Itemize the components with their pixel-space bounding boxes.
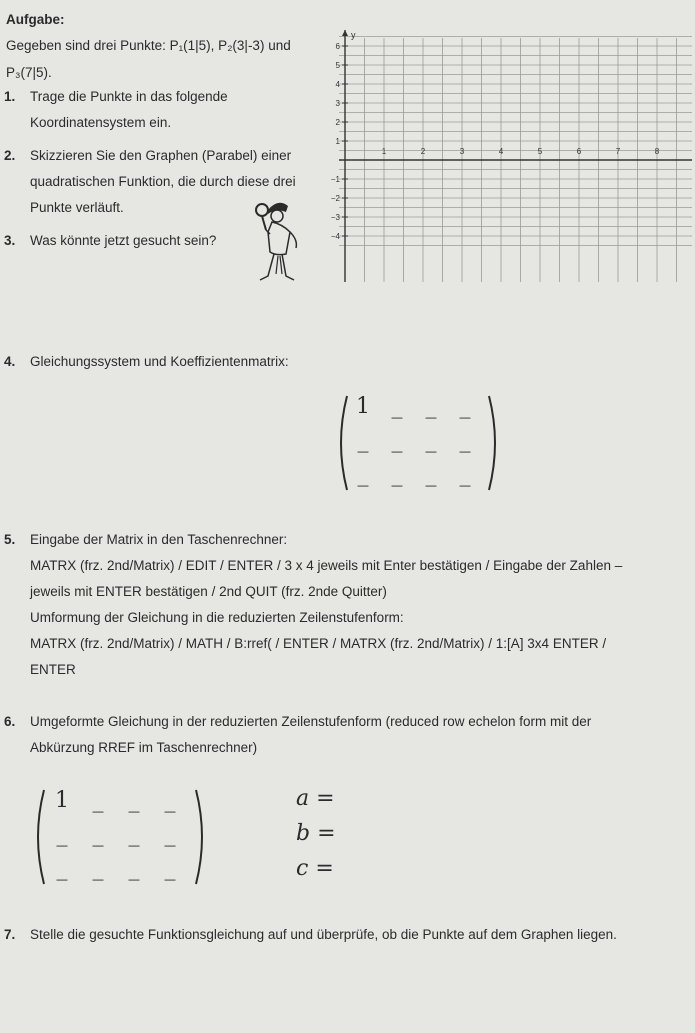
x-tick-label: 7 bbox=[615, 147, 621, 156]
y-axis-arrow bbox=[342, 30, 348, 36]
y-tick-label: 2 bbox=[335, 118, 340, 127]
x-tick-label: 8 bbox=[654, 147, 660, 156]
task-5-text-3: jeweils mit ENTER bestätigen / 2nd QUIT (frz. 2nde Quitter) bbox=[30, 584, 387, 599]
matrix2-cell: _ bbox=[92, 788, 104, 813]
y-tick-label: −1 bbox=[330, 175, 340, 184]
coefficient-matrix bbox=[333, 392, 503, 494]
task-7-text: Stelle die gesuchte Funktionsgleichung auf und überprüfe, ob die Punkte auf dem Graphen liegen. bbox=[30, 927, 617, 942]
matrix2-cell: _ bbox=[164, 788, 176, 813]
intro-line-1: Gegeben sind drei Punkte: P₁(1|5), P₂(3|-3) und bbox=[6, 38, 291, 53]
task-5-text: Eingabe der Matrix in den Taschenrechner: bbox=[30, 532, 288, 547]
matrix2-cell: _ bbox=[128, 822, 140, 847]
variable-a: a = bbox=[296, 786, 335, 811]
matrix1-cell: _ bbox=[459, 462, 471, 487]
matrix1-cell: _ bbox=[357, 428, 369, 453]
task-5-text-2: MATRX (frz. 2nd/Matrix) / EDIT / ENTER / 3 x 4 jeweils mit Enter bestätigen / Eingabe der Zahlen – bbox=[30, 558, 623, 573]
page-title: Aufgabe: bbox=[6, 12, 65, 27]
x-tick-label: 6 bbox=[576, 147, 582, 156]
task-5-text-5: MATRX (frz. 2nd/Matrix) / MATH / B:rref( / ENTER / MATRX (frz. 2nd/Matrix) / 1:[A] 3x4 ENTER / bbox=[30, 636, 607, 651]
matrix1-cell: _ bbox=[357, 462, 369, 487]
y-axis-label: y bbox=[351, 30, 356, 40]
y-tick-label: −4 bbox=[330, 232, 340, 241]
matrix1-cell: _ bbox=[459, 394, 471, 419]
task-5-text-6: ENTER bbox=[30, 662, 76, 677]
axes bbox=[339, 30, 692, 282]
task-1 bbox=[4, 89, 228, 104]
task-4-text: Gleichungssystem und Koeffizientenmatrix: bbox=[30, 354, 289, 369]
task-6-text-2: Abkürzung RREF im Taschenrechner) bbox=[30, 740, 258, 755]
task-6-text: Umgeformte Gleichung in der reduzierten Zeilenstufenform (reduced row echelon form mit der bbox=[30, 714, 592, 729]
matrix1-cell: _ bbox=[391, 462, 403, 487]
task-4 bbox=[4, 354, 289, 369]
task-2-text-3: Punkte verläuft. bbox=[30, 200, 124, 215]
y-tick-label: −2 bbox=[330, 194, 340, 203]
matrix2-cell: 1 bbox=[55, 788, 69, 813]
y-tick-label: −3 bbox=[330, 213, 340, 222]
task-6-number: 6. bbox=[4, 714, 16, 729]
intro-line-2: P₃(7|5). bbox=[6, 65, 52, 80]
task-5-number: 5. bbox=[4, 532, 16, 547]
task-3-number: 3. bbox=[4, 233, 16, 248]
task-2-text: Skizzieren Sie den Graphen (Parabel) einer bbox=[30, 148, 292, 163]
task-1-number: 1. bbox=[4, 89, 16, 104]
y-tick-label: 4 bbox=[335, 80, 340, 89]
matrix2-cell: _ bbox=[92, 822, 104, 847]
matrix1-cell: _ bbox=[459, 428, 471, 453]
x-tick-label: 2 bbox=[420, 147, 426, 156]
detective-icon bbox=[248, 196, 308, 288]
matrix1-cell: _ bbox=[391, 394, 403, 419]
task-2-text-2: quadratischen Funktion, die durch diese drei bbox=[30, 174, 296, 189]
task-3-text: Was könnte jetzt gesucht sein? bbox=[30, 233, 217, 248]
tick-labels bbox=[331, 42, 660, 241]
task-7 bbox=[4, 927, 617, 942]
x-tick-label: 3 bbox=[459, 147, 465, 156]
x-tick-label: 5 bbox=[537, 147, 543, 156]
task-5 bbox=[4, 532, 287, 547]
y-tick-label: 5 bbox=[335, 61, 340, 70]
x-tick-label: 4 bbox=[498, 147, 504, 156]
task-2-number: 2. bbox=[4, 148, 16, 163]
matrix2-cell: _ bbox=[56, 856, 68, 881]
task-6 bbox=[4, 714, 591, 729]
matrix2-cell: _ bbox=[56, 822, 68, 847]
task-2 bbox=[4, 148, 291, 163]
y-tick-label: 1 bbox=[335, 137, 340, 146]
matrix1-cell: _ bbox=[425, 462, 437, 487]
task-3 bbox=[4, 233, 216, 248]
task-7-number: 7. bbox=[4, 927, 16, 942]
rref-matrix bbox=[30, 786, 210, 888]
matrix2-cell: _ bbox=[128, 856, 140, 881]
matrix1-cell: _ bbox=[425, 394, 437, 419]
task-4-number: 4. bbox=[4, 354, 16, 369]
y-tick-label: 6 bbox=[335, 42, 340, 51]
y-tick-label: 3 bbox=[335, 99, 340, 108]
matrix1-cell: 1 bbox=[356, 394, 370, 419]
x-tick-label: 1 bbox=[381, 147, 387, 156]
matrix2-cell: _ bbox=[128, 788, 140, 813]
matrix2-cell: _ bbox=[164, 822, 176, 847]
matrix2-cell: _ bbox=[164, 856, 176, 881]
matrix1-cell: _ bbox=[391, 428, 403, 453]
variable-b: b = bbox=[296, 821, 336, 846]
task-1-text: Trage die Punkte in das folgende bbox=[30, 89, 228, 104]
coordinate-system bbox=[300, 20, 695, 290]
task-1-text-2: Koordinatensystem ein. bbox=[30, 115, 172, 130]
variable-c: c = bbox=[296, 856, 334, 881]
matrix2-cell: _ bbox=[92, 856, 104, 881]
matrix1-cell: _ bbox=[425, 428, 437, 453]
grid bbox=[339, 37, 692, 283]
task-5-text-4: Umformung der Gleichung in die reduzierten Zeilenstufenform: bbox=[30, 610, 404, 625]
